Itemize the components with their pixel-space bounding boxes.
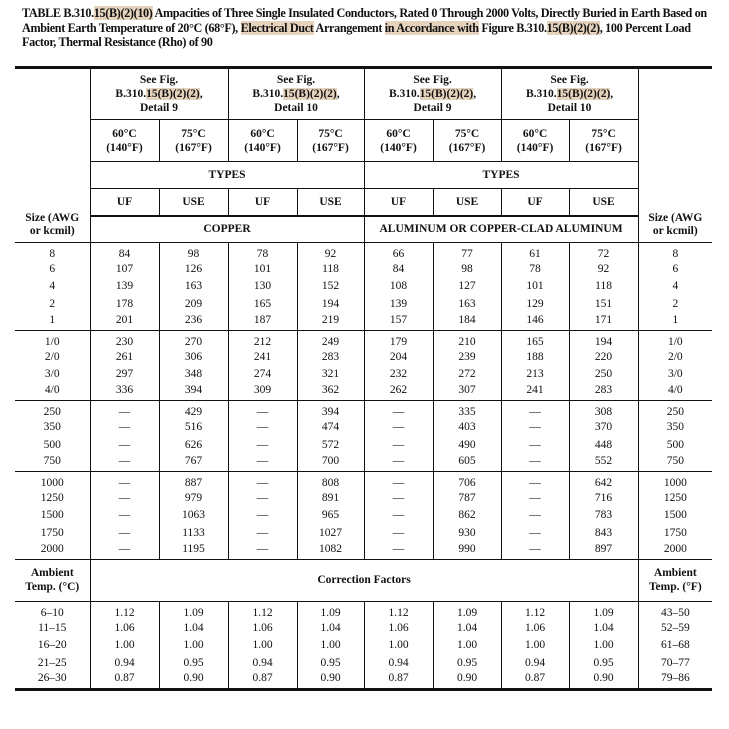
size-cell: 2000 <box>40 542 64 555</box>
ampacity-cell: 965 <box>297 506 364 524</box>
size-cell: 1250 <box>40 491 64 504</box>
size-cell: 500 <box>43 438 61 451</box>
ampacity-cell: 862 <box>433 506 501 524</box>
insulation-type: UF <box>228 189 297 216</box>
temperature-rating: 75°C (167°F) <box>297 120 364 162</box>
table-row <box>15 383 712 401</box>
temperature-rating: 60°C (140°F) <box>501 120 569 162</box>
ampacity-cell: 210 <box>433 330 501 348</box>
correction-factor: 1.00 <box>569 636 638 654</box>
ampacity-cell: — <box>90 418 159 436</box>
ampacity-cell: 261 <box>90 348 159 366</box>
size-cell-right: 6 <box>638 260 712 278</box>
correction-factor: 0.90 <box>569 672 638 690</box>
correction-factor: 1.00 <box>228 636 297 654</box>
ampacity-cell: — <box>90 471 159 489</box>
figure-header: See Fig. B.310.15(B)(2)(2), Detail 10 <box>501 68 638 120</box>
insulation-type: UF <box>364 189 433 216</box>
correction-factor: 0.94 <box>90 654 159 672</box>
title-segment: Figure B.310. <box>478 20 547 35</box>
ampacity-cell: 163 <box>159 278 228 296</box>
correction-factor: 1.04 <box>569 619 638 637</box>
ampacity-cell: 308 <box>569 401 638 419</box>
ampacity-cell: 187 <box>228 313 297 331</box>
ampacity-cell: 474 <box>297 418 364 436</box>
correction-factor: 0.95 <box>433 654 501 672</box>
ampacity-cell: 1063 <box>159 506 228 524</box>
size-cell: 4 <box>49 280 56 293</box>
correction-factor: 1.12 <box>90 601 159 619</box>
ambient-temp-f: 79–86 <box>638 672 712 690</box>
table-row <box>15 120 712 162</box>
ampacity-cell: 403 <box>433 418 501 436</box>
correction-factor: 1.12 <box>228 601 297 619</box>
ampacity-cell: 716 <box>569 489 638 507</box>
ampacity-cell: — <box>90 506 159 524</box>
temperature-rating: 75°C (167°F) <box>159 120 228 162</box>
title-segment: , 100 Percent Load Factor, Thermal Resistance (Rho) of 90 <box>22 20 691 49</box>
table-row <box>15 524 712 542</box>
title-segment: 15(B)(2)(2) <box>546 20 600 35</box>
table-row <box>15 506 712 524</box>
ampacity-cell: 178 <box>90 295 159 313</box>
temperature-rating: 75°C (167°F) <box>569 120 638 162</box>
ampacity-cell: 283 <box>569 383 638 401</box>
correction-factor: 1.00 <box>364 636 433 654</box>
size-cell-right: 4/0 <box>638 383 712 401</box>
temperature-rating: 60°C (140°F) <box>228 120 297 162</box>
correction-factor: 1.00 <box>159 636 228 654</box>
ampacity-cell: 194 <box>297 295 364 313</box>
ampacity-cell: 139 <box>90 278 159 296</box>
ampacity-cell: — <box>228 506 297 524</box>
table-row <box>15 654 712 672</box>
ampacity-cell: 98 <box>159 243 228 261</box>
ampacity-cell: 272 <box>433 366 501 384</box>
ampacity-cell: 448 <box>569 436 638 454</box>
table-row <box>15 295 712 313</box>
size-cell-right: 3/0 <box>638 366 712 384</box>
size-cell-right: 1 <box>638 313 712 331</box>
ampacity-cell: — <box>501 489 569 507</box>
ampacity-cell: 241 <box>228 348 297 366</box>
ampacity-cell: — <box>501 436 569 454</box>
correction-factor: 1.06 <box>228 619 297 637</box>
correction-factor: 0.90 <box>159 672 228 690</box>
table-row <box>15 559 712 601</box>
ampacity-cell: — <box>90 489 159 507</box>
correction-factor: 1.06 <box>364 619 433 637</box>
table-row <box>15 401 712 419</box>
ampacity-cell: 152 <box>297 278 364 296</box>
ampacity-cell: 787 <box>433 489 501 507</box>
size-cell: 3/0 <box>44 368 60 381</box>
size-cell-right: 750 <box>638 454 712 472</box>
correction-factor: 1.04 <box>433 619 501 637</box>
ampacity-cell: 72 <box>569 243 638 261</box>
correction-factor: 0.94 <box>501 654 569 672</box>
ambient-temp-c-header: Ambient Temp. (°C) <box>15 559 90 601</box>
correction-factor: 1.04 <box>297 619 364 637</box>
correction-factor: 0.94 <box>364 654 433 672</box>
correction-factor: 0.90 <box>297 672 364 690</box>
ampacity-cell: 78 <box>501 260 569 278</box>
ampacity-cell: 101 <box>501 278 569 296</box>
size-cell: 1/0 <box>15 330 90 348</box>
ampacity-cell: 84 <box>364 260 433 278</box>
title-segment: TABLE B.310. <box>22 6 94 20</box>
ambient-temp-c: 16–20 <box>37 639 67 652</box>
ampacity-cell: 626 <box>159 436 228 454</box>
ambient-temp-f-header: Ambient Temp. (°F) <box>638 559 712 601</box>
temperature-rating: 75°C (167°F) <box>433 120 501 162</box>
correction-factor: 1.09 <box>569 601 638 619</box>
ampacity-table <box>15 66 712 691</box>
ampacity-cell: 843 <box>569 524 638 542</box>
ampacity-cell: 370 <box>569 418 638 436</box>
insulation-type: UF <box>90 189 159 216</box>
figure-header: See Fig. B.310.15(B)(2)(2), Detail 9 <box>90 68 228 120</box>
ampacity-cell: 362 <box>297 383 364 401</box>
ampacity-cell: — <box>228 401 297 419</box>
size-cell: 6 <box>49 262 56 275</box>
ampacity-cell: 151 <box>569 295 638 313</box>
size-cell-right: 4 <box>638 278 712 296</box>
table-row <box>15 278 712 296</box>
ampacity-cell: 163 <box>433 295 501 313</box>
correction-factor: 0.87 <box>228 672 297 690</box>
size-cell-right: 8 <box>638 243 712 261</box>
ampacity-cell: 394 <box>159 383 228 401</box>
size-header-left: Size (AWG or kcmil) <box>15 68 90 243</box>
correction-factor: 0.87 <box>90 672 159 690</box>
ampacity-cell: 212 <box>228 330 297 348</box>
ampacity-cell: 107 <box>90 260 159 278</box>
table-row <box>15 672 712 690</box>
ampacity-cell: 783 <box>569 506 638 524</box>
ampacity-cell: 552 <box>569 454 638 472</box>
ampacity-cell: 184 <box>433 313 501 331</box>
ambient-temp-c: 11–15 <box>38 621 67 634</box>
ampacity-cell: — <box>90 401 159 419</box>
ampacity-cell: 239 <box>433 348 501 366</box>
ampacity-cell: 146 <box>501 313 569 331</box>
conductor-material: COPPER <box>90 216 364 243</box>
ampacity-cell: 219 <box>297 313 364 331</box>
ampacity-cell: 706 <box>433 471 501 489</box>
ampacity-cell: 1133 <box>159 524 228 542</box>
table-row <box>15 313 712 331</box>
ampacity-cell: — <box>501 418 569 436</box>
ampacity-cell: — <box>364 401 433 419</box>
ampacity-cell: 98 <box>433 260 501 278</box>
figure-header: See Fig. B.310.15(B)(2)(2), Detail 9 <box>364 68 501 120</box>
ampacity-cell: 321 <box>297 366 364 384</box>
ambient-temp-f: 52–59 <box>638 619 712 637</box>
ampacity-cell: 336 <box>90 383 159 401</box>
ampacity-cell: 1195 <box>159 542 228 560</box>
size-cell-right: 1000 <box>638 471 712 489</box>
ampacity-cell: — <box>364 454 433 472</box>
correction-factor: 1.09 <box>159 601 228 619</box>
correction-factor: 1.04 <box>159 619 228 637</box>
table-row <box>15 489 712 507</box>
table-row <box>15 418 712 436</box>
insulation-type: UF <box>501 189 569 216</box>
title-segment: Electrical Duct <box>240 20 314 35</box>
ampacity-cell: 118 <box>297 260 364 278</box>
ampacity-cell: 306 <box>159 348 228 366</box>
ampacity-cell: 236 <box>159 313 228 331</box>
ampacity-cell: — <box>501 542 569 560</box>
ampacity-cell: — <box>228 454 297 472</box>
ampacity-cell: 335 <box>433 401 501 419</box>
correction-factor: 1.06 <box>501 619 569 637</box>
ampacity-cell: 897 <box>569 542 638 560</box>
ampacity-cell: — <box>501 454 569 472</box>
ampacity-cell: — <box>364 506 433 524</box>
size-cell: 4/0 <box>44 384 60 397</box>
ampacity-cell: 887 <box>159 471 228 489</box>
ampacity-cell: 126 <box>159 260 228 278</box>
ampacity-cell: — <box>364 489 433 507</box>
correction-factor: 0.90 <box>433 672 501 690</box>
ampacity-cell: 209 <box>159 295 228 313</box>
size-cell: 1 <box>49 313 56 326</box>
ampacity-cell: 201 <box>90 313 159 331</box>
ampacity-cell: 490 <box>433 436 501 454</box>
size-cell-right: 500 <box>638 436 712 454</box>
ampacity-cell: — <box>364 542 433 560</box>
insulation-type: USE <box>159 189 228 216</box>
ampacity-cell: 394 <box>297 401 364 419</box>
ampacity-cell: 118 <box>569 278 638 296</box>
ampacity-cell: — <box>501 471 569 489</box>
table-row <box>15 260 712 278</box>
ampacity-cell: 188 <box>501 348 569 366</box>
ampacity-cell: — <box>228 436 297 454</box>
table-title <box>22 6 722 50</box>
insulation-type: USE <box>297 189 364 216</box>
ampacity-cell: — <box>364 436 433 454</box>
correction-factor: 1.12 <box>364 601 433 619</box>
size-cell: 1750 <box>40 526 64 539</box>
conductor-material: ALUMINUM OR COPPER-CLAD ALUMINUM <box>364 216 638 243</box>
table-row <box>15 189 712 216</box>
ampacity-cell: — <box>501 524 569 542</box>
ampacity-cell: 77 <box>433 243 501 261</box>
types-label: TYPES <box>90 162 364 189</box>
size-cell-right: 1/0 <box>638 330 712 348</box>
ampacity-cell: 979 <box>159 489 228 507</box>
correction-factor: 1.00 <box>433 636 501 654</box>
correction-factor: 1.00 <box>297 636 364 654</box>
ampacity-cell: 990 <box>433 542 501 560</box>
size-cell: 250 <box>15 401 90 419</box>
title-segment: in Accordance with <box>384 20 479 35</box>
ampacity-cell: 66 <box>364 243 433 261</box>
ampacity-cell: 808 <box>297 471 364 489</box>
size-cell-right: 2000 <box>638 542 712 560</box>
ampacity-cell: 262 <box>364 383 433 401</box>
ampacity-cell: 767 <box>159 454 228 472</box>
ampacity-cell: 61 <box>501 243 569 261</box>
size-cell-right: 1750 <box>638 524 712 542</box>
ampacity-cell: 165 <box>501 330 569 348</box>
ampacity-cell: 1027 <box>297 524 364 542</box>
ampacity-cell: 78 <box>228 243 297 261</box>
correction-factor: 1.00 <box>90 636 159 654</box>
ampacity-cell: — <box>90 524 159 542</box>
size-cell: 2 <box>49 298 56 311</box>
ampacity-cell: 1082 <box>297 542 364 560</box>
size-cell: 1500 <box>40 509 64 522</box>
size-cell-right: 350 <box>638 418 712 436</box>
table-row <box>15 601 712 619</box>
table-row <box>15 619 712 637</box>
table-row <box>15 243 712 261</box>
ampacity-cell: 241 <box>501 383 569 401</box>
table-row <box>15 330 712 348</box>
ampacity-cell: 930 <box>433 524 501 542</box>
table-row <box>15 216 712 243</box>
ampacity-cell: 139 <box>364 295 433 313</box>
correction-factor: 1.00 <box>501 636 569 654</box>
ampacity-cell: 129 <box>501 295 569 313</box>
ambient-temp-f: 70–77 <box>638 654 712 672</box>
title-segment: Ampacities of Three Single Insulated Conductors, Rated 0 Through 2000 Volts, Directly Buried in Earth Based on Ambient Earth Temperature of 20°C (68°F), <box>22 6 707 35</box>
correction-factor: 0.94 <box>228 654 297 672</box>
ampacity-cell: 642 <box>569 471 638 489</box>
ampacity-cell: 274 <box>228 366 297 384</box>
ambient-temp-c: 26–30 <box>15 672 90 690</box>
correction-factor: 1.09 <box>297 601 364 619</box>
ampacity-cell: 270 <box>159 330 228 348</box>
ampacity-cell: — <box>90 436 159 454</box>
correction-factor: 0.95 <box>159 654 228 672</box>
ampacity-cell: 220 <box>569 348 638 366</box>
ambient-temp-c: 6–10 <box>15 601 90 619</box>
size-cell: 350 <box>43 421 61 434</box>
ampacity-cell: 92 <box>297 243 364 261</box>
ampacity-cell: 429 <box>159 401 228 419</box>
ampacity-cell: — <box>90 454 159 472</box>
insulation-type: USE <box>433 189 501 216</box>
title-segment: Arrangement <box>313 20 385 35</box>
title-segment: 15(B)(2)(10) <box>93 6 153 20</box>
ampacity-cell: 165 <box>228 295 297 313</box>
size-cell: 2/0 <box>44 350 60 363</box>
table-row <box>15 471 712 489</box>
ampacity-cell: 194 <box>569 330 638 348</box>
ampacity-cell: 700 <box>297 454 364 472</box>
ampacity-cell: 230 <box>90 330 159 348</box>
correction-factor: 0.95 <box>297 654 364 672</box>
ampacity-cell: — <box>364 524 433 542</box>
correction-factor: 1.12 <box>501 601 569 619</box>
ampacity-cell: 309 <box>228 383 297 401</box>
ampacity-cell: — <box>501 506 569 524</box>
ampacity-cell: 605 <box>433 454 501 472</box>
ambient-temp-f: 43–50 <box>638 601 712 619</box>
correction-factor: 0.95 <box>569 654 638 672</box>
ampacity-cell: 572 <box>297 436 364 454</box>
table-row <box>15 636 712 654</box>
ampacity-cell: 516 <box>159 418 228 436</box>
ampacity-cell: — <box>228 418 297 436</box>
ampacity-cell: 130 <box>228 278 297 296</box>
ampacity-cell: 283 <box>297 348 364 366</box>
ampacity-cell: 348 <box>159 366 228 384</box>
ampacity-cell: 249 <box>297 330 364 348</box>
insulation-type: USE <box>569 189 638 216</box>
ampacity-cell: — <box>228 489 297 507</box>
ampacity-cell: 297 <box>90 366 159 384</box>
table-row <box>15 542 712 560</box>
ampacity-cell: 157 <box>364 313 433 331</box>
ampacity-cell: 84 <box>90 243 159 261</box>
table-row <box>15 68 712 120</box>
size-cell: 1000 <box>15 471 90 489</box>
table-row <box>15 454 712 472</box>
ampacity-cell: — <box>364 471 433 489</box>
size-cell: 750 <box>43 454 61 467</box>
ampacity-cell: 108 <box>364 278 433 296</box>
size-cell-right: 1250 <box>638 489 712 507</box>
correction-factor: 1.06 <box>90 619 159 637</box>
temperature-rating: 60°C (140°F) <box>90 120 159 162</box>
ampacity-cell: — <box>228 471 297 489</box>
table-row <box>15 436 712 454</box>
ampacity-cell: 179 <box>364 330 433 348</box>
ampacity-cell: 307 <box>433 383 501 401</box>
ampacity-cell: — <box>228 524 297 542</box>
size-cell-right: 250 <box>638 401 712 419</box>
figure-header: See Fig. B.310.15(B)(2)(2), Detail 10 <box>228 68 364 120</box>
size-cell-right: 2/0 <box>638 348 712 366</box>
ambient-temp-c: 21–25 <box>37 656 67 669</box>
ampacity-cell: 204 <box>364 348 433 366</box>
types-label: TYPES <box>364 162 638 189</box>
ambient-temp-f: 61–68 <box>638 636 712 654</box>
correction-factor: 1.09 <box>433 601 501 619</box>
size-cell-right: 2 <box>638 295 712 313</box>
size-cell-right: 1500 <box>638 506 712 524</box>
ampacity-cell: 250 <box>569 366 638 384</box>
ampacity-cell: 891 <box>297 489 364 507</box>
ampacity-cell: 213 <box>501 366 569 384</box>
ampacity-cell: — <box>364 418 433 436</box>
ampacity-cell: 101 <box>228 260 297 278</box>
table-row <box>15 366 712 384</box>
size-cell: 8 <box>15 243 90 261</box>
table-row <box>15 162 712 189</box>
ampacity-cell: 127 <box>433 278 501 296</box>
ampacity-cell: 232 <box>364 366 433 384</box>
ampacity-cell: 92 <box>569 260 638 278</box>
correction-factor: 0.87 <box>501 672 569 690</box>
correction-factors-header: Correction Factors <box>90 559 638 601</box>
size-header-right: Size (AWG or kcmil) <box>638 68 712 243</box>
ampacity-cell: — <box>501 401 569 419</box>
ampacity-cell: — <box>228 542 297 560</box>
correction-factor: 0.87 <box>364 672 433 690</box>
table-row <box>15 348 712 366</box>
ampacity-cell: — <box>90 542 159 560</box>
temperature-rating: 60°C (140°F) <box>364 120 433 162</box>
ampacity-cell: 171 <box>569 313 638 331</box>
